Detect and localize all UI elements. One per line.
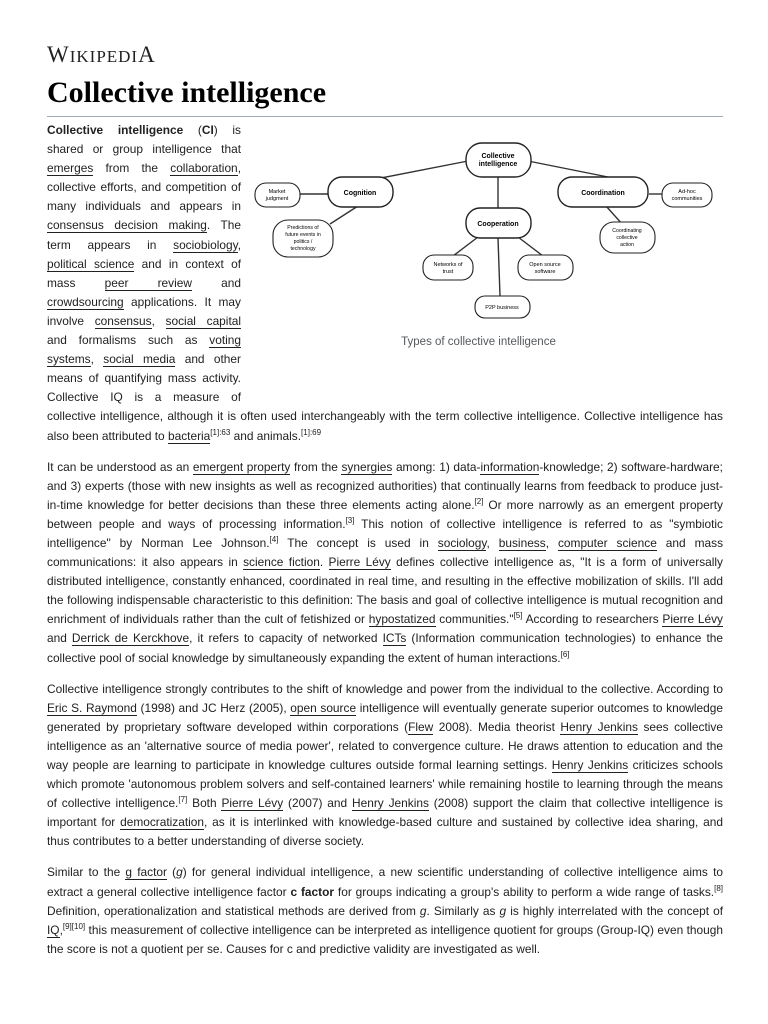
text: and in context of mass (47, 256, 241, 290)
text: and other means of quantifying mass activity. Collective IQ is a measure of collective intelligence, although it is often used interchangeably with the term collective intelligence. Collective intelligence has also been attributed to (47, 352, 723, 443)
node-cognition (328, 177, 393, 207)
text: among: 1) data- (392, 459, 481, 474)
text: (2007) and (283, 796, 353, 811)
paragraph-4 (47, 863, 723, 958)
link-eric-s-raymond[interactable]: Eric S. Raymond (47, 700, 137, 715)
italic-g: g (176, 865, 183, 880)
ci-types-diagram[interactable] (253, 121, 713, 326)
node-label: future events in (285, 232, 321, 238)
node-label: collective (616, 235, 638, 241)
text: (2008) support the claim that collective intelligence is important for (47, 796, 723, 830)
link-open-source[interactable]: open source (290, 700, 357, 715)
text: communities." (435, 612, 514, 627)
text: , (545, 535, 558, 550)
citation[interactable]: [6] (560, 649, 570, 659)
link-flew[interactable]: Flew (408, 719, 434, 734)
italic-g: g (419, 903, 427, 918)
link-henry-jenkins[interactable]: Henry Jenkins (551, 758, 629, 772)
text: , collective efforts, and competition of many individuals and appears in (47, 161, 241, 214)
text: this measurement of collective intelligence can be interpreted as intelligence quotient for groups (Group-IQ) even though the score is not a quotient per se. Causes for c and predictive validity are investigated as well. (47, 922, 723, 956)
link-social-media[interactable]: social media (103, 352, 176, 367)
link-emerges[interactable]: emerges (47, 161, 94, 176)
bold-c-factor: c factor (290, 884, 335, 899)
node-label: communities (671, 196, 703, 202)
wordmark-final: A (138, 42, 156, 67)
text: (Information communication technologies) to enhance the collective pool of social knowledge by simultaneously expanding the extent of human interactions. (47, 631, 723, 665)
italic-g: g (499, 903, 507, 918)
citation[interactable]: [2] (474, 496, 484, 506)
bold-abbrev: CI (201, 123, 214, 137)
node-label: Coordination (581, 190, 625, 197)
wordmark-initial: W (47, 42, 70, 67)
text: . Similarly as (426, 903, 500, 918)
citation[interactable]: [9][10] (62, 921, 86, 931)
citation[interactable]: [3] (345, 515, 355, 525)
node-label: trust (442, 269, 454, 275)
link-henry-jenkins[interactable]: Henry Jenkins (352, 796, 429, 811)
node-open-source-software (518, 255, 573, 280)
citation[interactable]: [1]:69 (301, 427, 322, 437)
citation[interactable]: [7] (178, 795, 188, 805)
node-adhoc-communities (662, 183, 712, 207)
link-pierre-levy[interactable]: Pierre Lévy (328, 555, 391, 570)
link-derrick-de-kerckhove[interactable]: Derrick de Kerckhove (71, 631, 190, 646)
node-label: Cooperation (477, 221, 519, 228)
wordmark-middle: IKIPEDI (69, 47, 139, 66)
link-hypostatized[interactable]: hypostatized (368, 612, 436, 627)
node-cooperation (466, 208, 531, 238)
text: from the (290, 459, 342, 474)
text: Or more narrowly as an emergent property between people and ways of processing information. (47, 497, 723, 531)
diagram-figure (253, 121, 723, 393)
text: and animals. (230, 428, 302, 443)
link-computer-science[interactable]: computer science (557, 535, 657, 550)
link-democratization[interactable]: democratization (120, 815, 205, 830)
citation[interactable]: [5] (513, 611, 523, 621)
node-label: politics / (293, 239, 313, 245)
citation[interactable]: [1]:63 (210, 427, 231, 437)
text: Collective intelligence strongly contributes to the shift of knowledge and power from the individual to the collective. According to (47, 681, 723, 696)
text: Both (187, 796, 222, 811)
text: from the (93, 161, 171, 176)
link-collaboration[interactable]: collaboration (170, 161, 238, 176)
text: ) for general individual intelligence, a new scientific understanding of collective intelligence aims to extract a general collective intelligence factor (47, 865, 723, 899)
node-label: intelligence (478, 161, 518, 168)
paragraph-2 (47, 458, 723, 668)
text: , (90, 352, 104, 367)
node-label: action (620, 242, 634, 248)
link-icts[interactable]: ICTs (382, 631, 407, 646)
link-pierre-levy[interactable]: Pierre Lévy (662, 612, 723, 627)
text: 2008). Media theorist (433, 719, 561, 734)
text: According to researchers (522, 612, 663, 627)
node-coordinating-action (600, 222, 655, 253)
link-voting-systems[interactable]: voting systems (47, 333, 241, 367)
text: defines collective intelligence as, "It is a form of universally distributed intelligence, constantly enhanced, coordinated in real time, and resulting in the effective mobilization of skills. I'll add the following indispensable characteristic to this definition: The basis and goal of collective intelligence is mutual recognition and enrichment of individuals rather than the cult of fetishized or (47, 555, 724, 627)
text: ) is shared or group intelligence that (47, 123, 241, 157)
node-label: Networks of (433, 262, 463, 268)
text: and (191, 275, 241, 290)
text: intelligence will eventually generate superior outcomes to knowledge generated by proprietary software developed within corporations ( (47, 700, 723, 734)
node-label: Cognition (343, 190, 377, 197)
article-body (47, 121, 723, 971)
text: for groups indicating a group's ability to perform a wide range of tasks. (334, 884, 715, 899)
text: . The term appears in (47, 218, 241, 252)
link-science-fiction[interactable]: science fiction (243, 555, 320, 570)
node-predictions (273, 220, 333, 257)
text: , (237, 237, 241, 252)
node-label: Coordinating (612, 228, 642, 234)
citation[interactable]: [8] (714, 883, 723, 893)
link-sociobiology[interactable]: sociobiology (173, 237, 238, 252)
link-pierre-levy[interactable]: Pierre Lévy (221, 796, 284, 811)
text: This notion of collective intelligence is referred to as "symbiotic intelligence" by Norman Lee Johnson. (47, 516, 723, 550)
text: The concept is used in (278, 535, 438, 550)
title-divider (47, 116, 723, 117)
node-label: judgment (265, 196, 289, 202)
citation[interactable]: [4] (269, 535, 279, 544)
text: Similar to the (47, 865, 126, 880)
node-label: Market (268, 189, 286, 195)
text: Definition, operationalization and statistical methods are derived from (47, 903, 420, 918)
link-henry-jenkins[interactable]: Henry Jenkins (560, 719, 638, 734)
node-label: Predictions of (287, 225, 319, 231)
text: , (486, 535, 499, 550)
text: is highly interrelated with the concept of (506, 903, 723, 918)
link-crowdsourcing[interactable]: crowdsourcing (47, 294, 124, 309)
node-collective-intelligence (466, 143, 531, 177)
link-information[interactable]: information (480, 459, 540, 474)
link-iq[interactable]: IQ (47, 922, 60, 937)
bold-term: Collective intelligence (47, 123, 184, 137)
page-title: Collective intelligence (47, 76, 327, 109)
link-consensus-decision-making[interactable]: consensus decision making (47, 218, 207, 233)
link-bacteria[interactable]: bacteria (167, 428, 211, 443)
text: applications. It may involve (47, 294, 241, 328)
figure-caption: Types of collective intelligence (401, 336, 556, 348)
text: , it refers to capacity of networked (189, 631, 383, 646)
node-label: Collective (481, 153, 515, 160)
text: and formalisms such as (47, 333, 210, 348)
node-label: technology (290, 246, 316, 252)
text: (1998) and JC Herz (2005), (136, 700, 291, 715)
text: ( (183, 123, 202, 137)
text: . (319, 555, 329, 570)
link-political-science[interactable]: political science (47, 256, 135, 271)
text: , (151, 313, 166, 328)
text: -knowledge; 2) software-hardware; and 3) experts (those with new insights as well as recognized authorities) that continually learns from feedback to produce just-in-time knowledge for better decisions than these three elements acting alone. (47, 459, 723, 512)
node-label: software (534, 269, 556, 275)
text: criticizes schools which promote 'autonomous problem solvers and self-contained learners' while remaining hostile to learning through the means of collective intelligence. (47, 758, 724, 811)
node-label: P2P business (485, 305, 519, 311)
link-peer-review[interactable]: peer review (104, 275, 192, 290)
node-coordination (558, 177, 648, 207)
text: It can be understood as an (47, 459, 193, 474)
node-label: Open source (529, 262, 561, 268)
wikipedia-wordmark[interactable] (47, 42, 156, 68)
text: , (59, 922, 63, 937)
link-sociology[interactable]: sociology (437, 535, 487, 550)
text: , as it is interlinked with knowledge-based culture and sustained by collective idea sharing, and thus contributes to a better understanding of diverse society. (47, 815, 723, 849)
text: ( (166, 865, 177, 880)
link-synergies[interactable]: synergies (341, 459, 393, 474)
text: and (47, 631, 72, 646)
link-emergent-property[interactable]: emergent property (192, 459, 291, 474)
link-consensus[interactable]: consensus (94, 313, 152, 328)
text: and mass communications: it also appears in (47, 535, 724, 570)
text: sees collective intelligence as an 'alternative source of media power', related to convergence culture. He draws attention to education and the way people are learning to participate in knowledge cultures outside formal learning settings. (47, 719, 723, 772)
node-networks-of-trust (423, 255, 473, 280)
link-social-capital[interactable]: social capital (165, 313, 241, 328)
link-business[interactable]: business (498, 535, 546, 550)
paragraph-3 (47, 680, 723, 852)
link-g-factor[interactable]: g factor (125, 865, 167, 880)
node-label: Ad-hoc (678, 189, 696, 195)
node-p2p-business (475, 296, 530, 318)
node-market-judgment (255, 183, 300, 207)
